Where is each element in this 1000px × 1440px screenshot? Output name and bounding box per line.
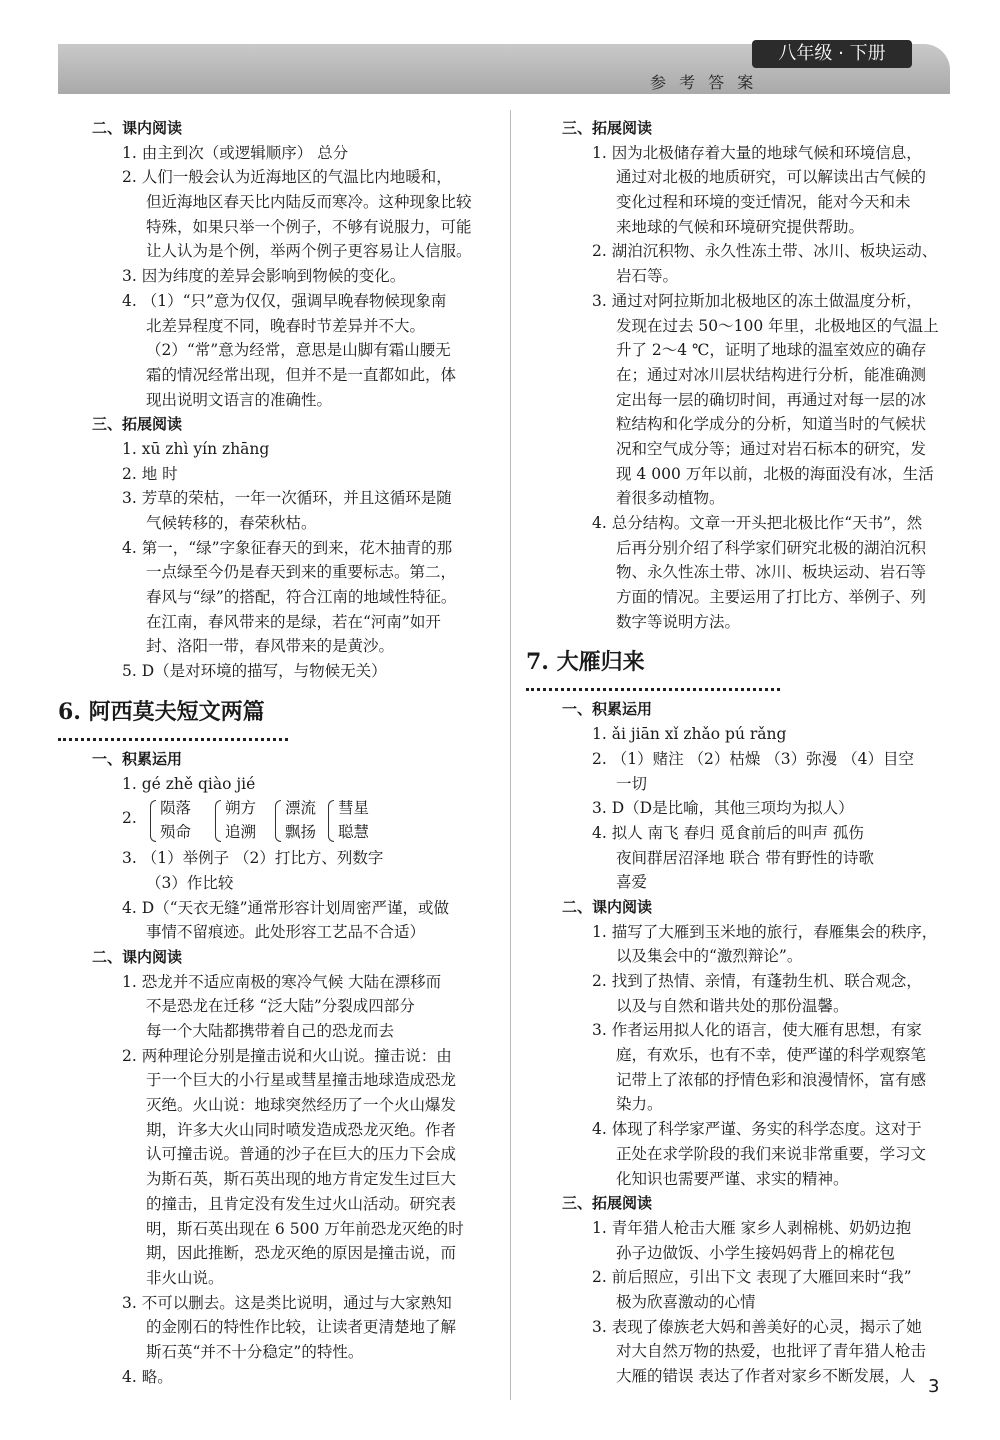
answer-line: 定出每一层的确切时间，再通过对每一层的冰 (616, 390, 927, 409)
answer-line: 3. 因为纬度的差异会影响到物候的变化。 (122, 267, 406, 286)
answer-line: （3）作比较 (146, 873, 234, 892)
answer-line: 2. （1）赌注 （2）枯燥 （3）弥漫 （4）目空 (592, 749, 914, 768)
answer-line: 着很多动植物。 (616, 489, 725, 508)
answer-line: 化知识也需要严谨、求实的精神。 (616, 1169, 849, 1188)
answer-line: 现出说明文语言的准确性。 (146, 390, 333, 409)
answer-line: 况和空气成分等；通过对岩石标本的研究，发 (616, 439, 927, 458)
answer-line: 3. 通过对阿拉斯加北极地区的冻土做温度分析， (592, 291, 922, 310)
answer-line: 1. 描写了大雁到玉米地的旅行，春雁集会的秩序， (592, 922, 938, 941)
vocab-word: 彗星 (338, 799, 370, 818)
answer-line: 3. 作者运用拟人化的语言，使大雁有思想，有家 (592, 1021, 922, 1040)
answer-line: 但近海地区春天比内陆反而寒冷。这种现象比较 (146, 193, 472, 212)
answer-line: 在江南，春风带来的是绿，若在“河南”如开 (146, 612, 441, 631)
section-heading: 二、课内阅读 (92, 947, 183, 966)
right-column (526, 116, 955, 1389)
answer-line: 4. 总分结构。文章一开头把北极比作“天书”，然 (592, 514, 923, 532)
answer-line: 2. 地 时 (122, 464, 178, 483)
left-column (58, 116, 480, 1389)
section-heading: 三、拓展阅读 (562, 1194, 653, 1213)
answer-line: 数字等说明方法。 (616, 612, 741, 631)
answer-line: 灭绝。火山说：地球突然经历了一个火山爆发 (146, 1096, 457, 1115)
answer-line: 霜的情况经常出现，但并不是一直都如此，体 (146, 365, 457, 384)
chapter-title: 6. 阿西莫夫短文两篇 (58, 690, 288, 741)
answer-line: 不是恐龙在迁移 “泛大陆”分裂成四部分 (146, 997, 415, 1016)
answer-line: 大雁的错误 表达了作者对家乡不断发展，人 (616, 1367, 916, 1385)
answer-line: 发现在过去 50～100 年里，北极地区的气温上 (616, 316, 939, 335)
answer-line: 在；通过对冰川层状结构进行分析，能准确测 (616, 365, 927, 384)
answer-line: 一切 (616, 774, 648, 793)
answer-line: 现 4 000 万年以前，北极的海面没有冰，生活 (616, 464, 934, 483)
section-heading: 二、课内阅读 (92, 119, 183, 137)
section-heading: 二、课内阅读 (562, 897, 653, 916)
answer-line: 2. 前后照应，引出下文 表现了大雁回来时“我” (592, 1268, 912, 1287)
answer-line: 特殊，如果只举一个例子，不够有说服力，可能 (146, 217, 472, 236)
answer-line: 庭，有欢乐，也有不幸，使严谨的科学观察笔 (616, 1046, 927, 1065)
answer-line: 2. 人们一般会认为近海地区的气温比内地暖和， (122, 168, 452, 187)
chapter-title: 7. 大雁归来 (526, 640, 780, 691)
answer-line: 记带上了浓郁的抒情色彩和浪漫情怀，富有感 (616, 1070, 927, 1089)
header-subtitle: 参 考 答 案 (650, 73, 758, 92)
page-number: 3 (928, 1376, 940, 1397)
answer-line: 于一个巨大的小行星或彗星撞击地球造成恐龙 (146, 1071, 457, 1090)
answer-line: 一点绿至今仍是春天到来的重要标志。第二， (146, 563, 457, 582)
vocab-pair (150, 796, 191, 844)
answer-line: 染力。 (616, 1095, 663, 1114)
answer-line: 春风与“绿”的搭配，符合江南的地域性特征。 (146, 588, 457, 607)
answer-line: 以及与自然和谐共处的那份温馨。 (616, 996, 849, 1015)
column-divider (510, 110, 511, 1400)
answer-line: 2. 湖泊沉积物、永久性冻土带、冰川、板块运动、 (592, 242, 938, 261)
answer-line: 正处在求学阶段的我们来说非常重要，学习文 (616, 1144, 927, 1163)
answer-line: 认可撞击说。普通的沙子在巨大的压力下会成 (146, 1145, 457, 1164)
answer-line: 封、洛阳一带，春风带来的是黄沙。 (146, 637, 395, 656)
answer-line: 粒结构和化学成分的分析，知道当时的气候状 (616, 415, 927, 434)
answer-line: 非火山说。 (146, 1268, 224, 1287)
vocab-word: 漂流 (285, 799, 317, 818)
answer-line: 3. D（D是比喻，其他三项均为拟人） (592, 799, 854, 818)
answer-line: 来地球的气候和环境研究提供帮助。 (616, 217, 865, 236)
answer-line: 让人认为是个例，举两个例子更容易让人信服。 (146, 242, 472, 261)
answer-line: 3. 不可以删去。这是类比说明，通过与大家熟知 (122, 1293, 452, 1312)
vocab-pair (215, 796, 256, 844)
vocab-pair (328, 796, 369, 844)
answer-line: 夜间群居沼泽地 联合 带有野性的诗歌 (616, 848, 874, 867)
answer-line: 北差异程度不同，晚春时节差异并不大。 (146, 316, 426, 335)
answer-line: 对大自然万物的热爱，也批评了青年猎人枪击 (616, 1342, 927, 1361)
grade-tab: 八年级 · 下册 (752, 40, 912, 68)
answer-line: 1. gé zhě qiào jié (122, 774, 256, 793)
answer-line: 1. ǎi jiān xǐ zhǎo pú rǎng (592, 725, 787, 744)
answer-line: 期，因此推断，恐龙灭绝的原因是撞击说，而 (146, 1244, 457, 1263)
answer-line: 4. 拟人 南飞 春归 觅食前后的叫声 孤伤 (592, 823, 864, 842)
answer-line: 每一个大陆都携带着自己的恐龙而去 (146, 1022, 395, 1040)
answer-line: 极为欣喜激动的心情 (616, 1292, 756, 1311)
answer-line: 4. （1）“只”意为仅仅，强调早晚春物候现象南 (122, 291, 447, 310)
vocab-word: 陨落 (160, 799, 192, 818)
vocab-word: 飘扬 (285, 823, 317, 842)
answer-line: 1. 青年猎人枪击大雁 家乡人剥棉桃、奶奶边抱 (592, 1218, 912, 1237)
answer-line: 1. 恐龙并不适应南极的寒冷气候 大陆在漂移而 (122, 972, 442, 991)
answer-line: 期，许多大火山同时喷发造成恐龙灭绝。作者 (146, 1120, 457, 1139)
answer-line: 斯石英“并不十分稳定”的特性。 (146, 1342, 364, 1361)
answer-line: （2）“常”意为经常，意思是山脚有霜山腰无 (146, 341, 451, 360)
answer-line: 4. D（“天衣无缝”通常形容计划周密严谨，或做 (122, 898, 449, 917)
answer-line: 为斯石英，斯石英出现的地方肯定发生过巨大 (146, 1170, 457, 1189)
vocab-word: 殒命 (160, 823, 192, 842)
answer-line: 升了 2～4 ℃，证明了地球的温室效应的确存 (616, 341, 927, 360)
answer-line: 明，斯石英出现在 6 500 万年前恐龙灭绝的时 (146, 1219, 464, 1238)
answer-line: 变化过程和环境的变迁情况，能对今天和未 (616, 193, 911, 212)
answer-line: 的撞击，且肯定没有发生过火山活动。研究表 (146, 1194, 457, 1213)
answer-line: 4. 略。 (122, 1367, 173, 1386)
answer-line: 后再分别介绍了科学家们研究北极的湖泊沉积 (616, 538, 927, 557)
answer-line: 岩石等。 (616, 267, 679, 286)
answer-line: 喜爱 (616, 873, 648, 892)
section-heading: 一、积累运用 (92, 749, 183, 768)
answer-line: 1. xū zhì yín zhāng (122, 439, 270, 458)
vocab-pair (275, 796, 316, 844)
answer-line: 1. 由主到次（或逻辑顺序） 总分 (122, 143, 349, 162)
answer-line: 2. 两种理论分别是撞击说和火山说。撞击说：由 (122, 1046, 452, 1065)
answer-line: 3. （1）举例子 （2）打比方、列数字 (122, 849, 384, 868)
section-heading: 三、拓展阅读 (562, 119, 653, 137)
vocab-word: 追溯 (225, 823, 257, 842)
vocab-word: 聪慧 (338, 823, 370, 842)
answer-line: 4. 体现了科学家严谨、务实的科学态度。这对于 (592, 1120, 922, 1139)
answer-line: 1. 因为北极储存着大量的地球气候和环境信息， (592, 143, 922, 162)
answer-line: 的金刚石的特性作比较，让读者更清楚地了解 (146, 1318, 457, 1337)
section-heading: 一、积累运用 (562, 700, 653, 719)
answer-line: 3. 芳草的荣枯，一年一次循环，并且这循环是随 (122, 489, 452, 508)
vocab-number: 2. (122, 809, 137, 828)
answer-line: 3. 表现了傣族老大妈和善美好的心灵，揭示了她 (592, 1317, 922, 1336)
answer-line: 孙子边做饭、小学生接妈妈背上的棉花包 (616, 1243, 896, 1262)
answer-line: 以及集会中的“激烈辩论”。 (616, 947, 803, 966)
answer-line: 通过对北极的地质研究，可以解读出古气候的 (616, 168, 927, 187)
answer-line: 2. 找到了热情、亲情，有蓬勃生机、联合观念， (592, 972, 922, 990)
vocab-groups (70, 796, 480, 846)
answer-line: 4. 第一，“绿”字象征春天的到来，花木抽青的那 (122, 538, 453, 557)
answer-line: 物、永久性冻土带、冰川、板块运动、岩石等 (616, 563, 927, 582)
answer-line: 5. D（是对环境的描写，与物候无关） (122, 662, 387, 681)
answer-line: 方面的情况。主要运用了打比方、举例子、列 (616, 588, 927, 607)
answer-line: 气候转移的，春荣秋枯。 (146, 514, 317, 532)
section-heading: 三、拓展阅读 (92, 415, 183, 434)
answer-line: 事情不留痕迹。此处形容工艺品不合适） (146, 923, 426, 942)
vocab-word: 朔方 (225, 799, 257, 818)
